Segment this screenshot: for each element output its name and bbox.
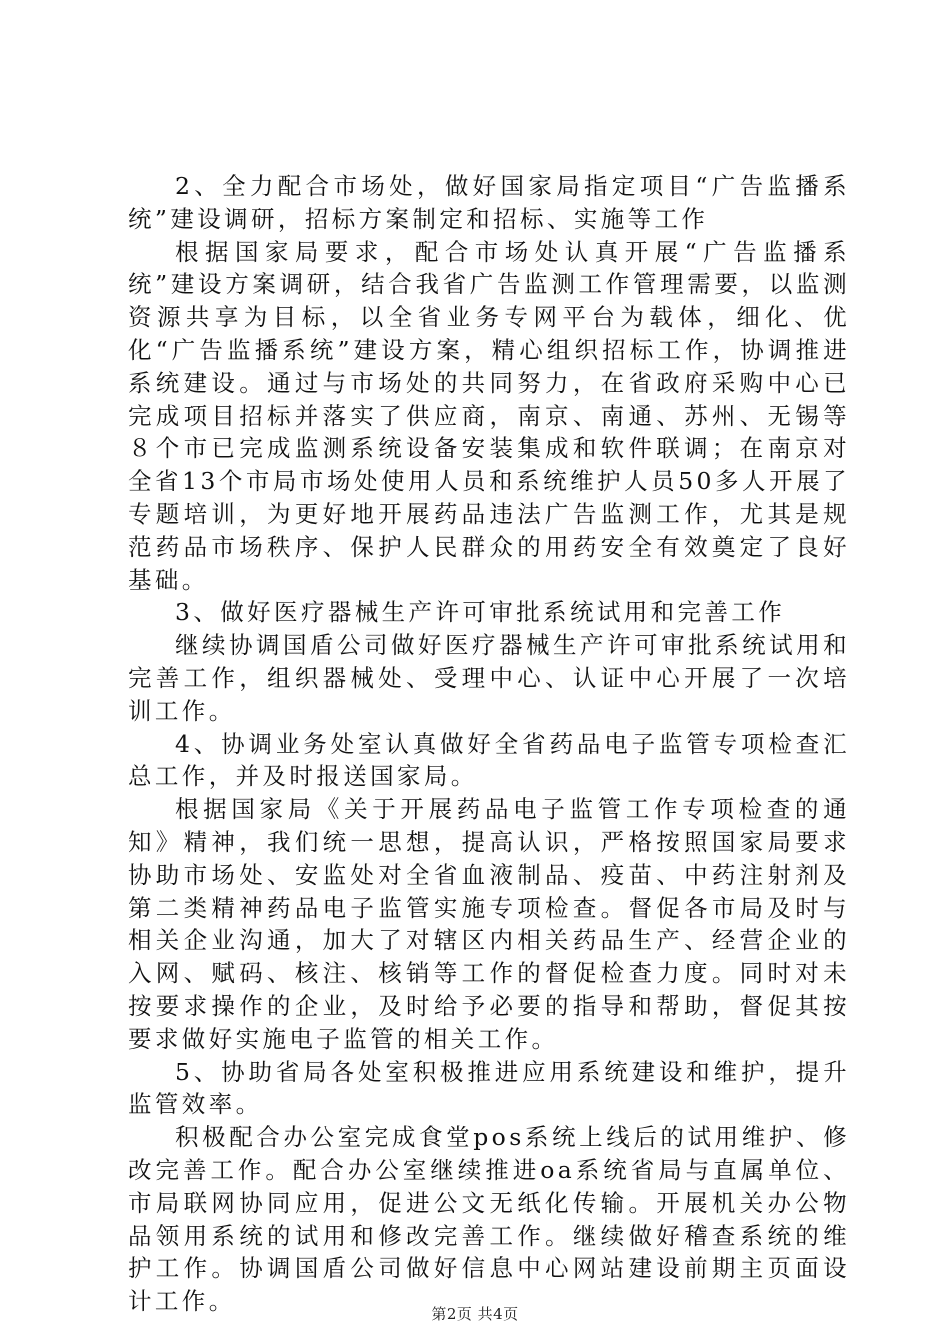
paragraph-body: 积极配合办公室完成食堂pos系统上线后的试用维护、修改完善工作。配合办公室继续推进oa系统省局与直属单位、市局联网协同应用，促进公文无纸化传输。开展机关办公物品领用系统的试用和修改完善工作。继续做好稽查系统的维护工作。协调国盾公司做好信息中心网站建设前期主页面设计工作。 bbox=[128, 1123, 850, 1316]
section-heading-5: 5、协助省局各处室积极推进应用系统建设和维护，提升监管效率。 bbox=[128, 1057, 850, 1119]
paragraph-body: 根据国家局要求，配合市场处认真开展“广告监播系统”建设方案调研，结合我省广告监测工作管理需要，以监测资源共享为目标，以全省业务专网平台为载体，细化、优化“广告监播系统”建设方案，精心组织招标工作，协调推进系统建设。通过与市场处的共同努力，在省政府采购中心已完成项目招标并落实了供应商，南京、南通、苏州、无锡等８个市已完成监测系统设备安装集成和软件联调；在南京对全省13个市局市场处使用人员和系统维护人员50多人开展了专题培训，为更好地开展药品违法广告监测工作，尤其是规范药品市场秩序、保护人民群众的用药安全有效奠定了良好基础。 bbox=[128, 237, 850, 594]
page-number-footer: 第2页 共4页 bbox=[431, 1305, 519, 1323]
section-heading-4: 4、协调业务处室认真做好全省药品电子监管专项检查汇总工作，并及时报送国家局。 bbox=[128, 729, 850, 791]
section-heading-3: 3、做好医疗器械生产许可审批系统试用和完善工作 bbox=[175, 598, 786, 627]
paragraph-body: 继续协调国盾公司做好医疗器械生产许可审批系统试用和完善工作，组织器械处、受理中心、认证中心开展了一次培训工作。 bbox=[128, 631, 850, 725]
section-heading-2: 2、全力配合市场处，做好国家局指定项目“广告监播系统”建设调研，招标方案制定和招标、实施等工作 bbox=[128, 172, 850, 233]
document-body bbox=[128, 170, 850, 1318]
paragraph-body: 根据国家局《关于开展药品电子监管工作专项检查的通知》精神，我们统一思想，提高认识，严格按照国家局要求协助市场处、安监处对全省血液制品、疫苗、中药注射剂及第二类精神药品电子监管实施专项检查。督促各市局及时与相关企业沟通，加大了对辖区内相关药品生产、经营企业的入网、赋码、核注、核销等工作的督促检查力度。同时对未按要求操作的企业，及时给予必要的指导和帮助，督促其按要求做好实施电子监管的相关工作。 bbox=[128, 795, 850, 1053]
